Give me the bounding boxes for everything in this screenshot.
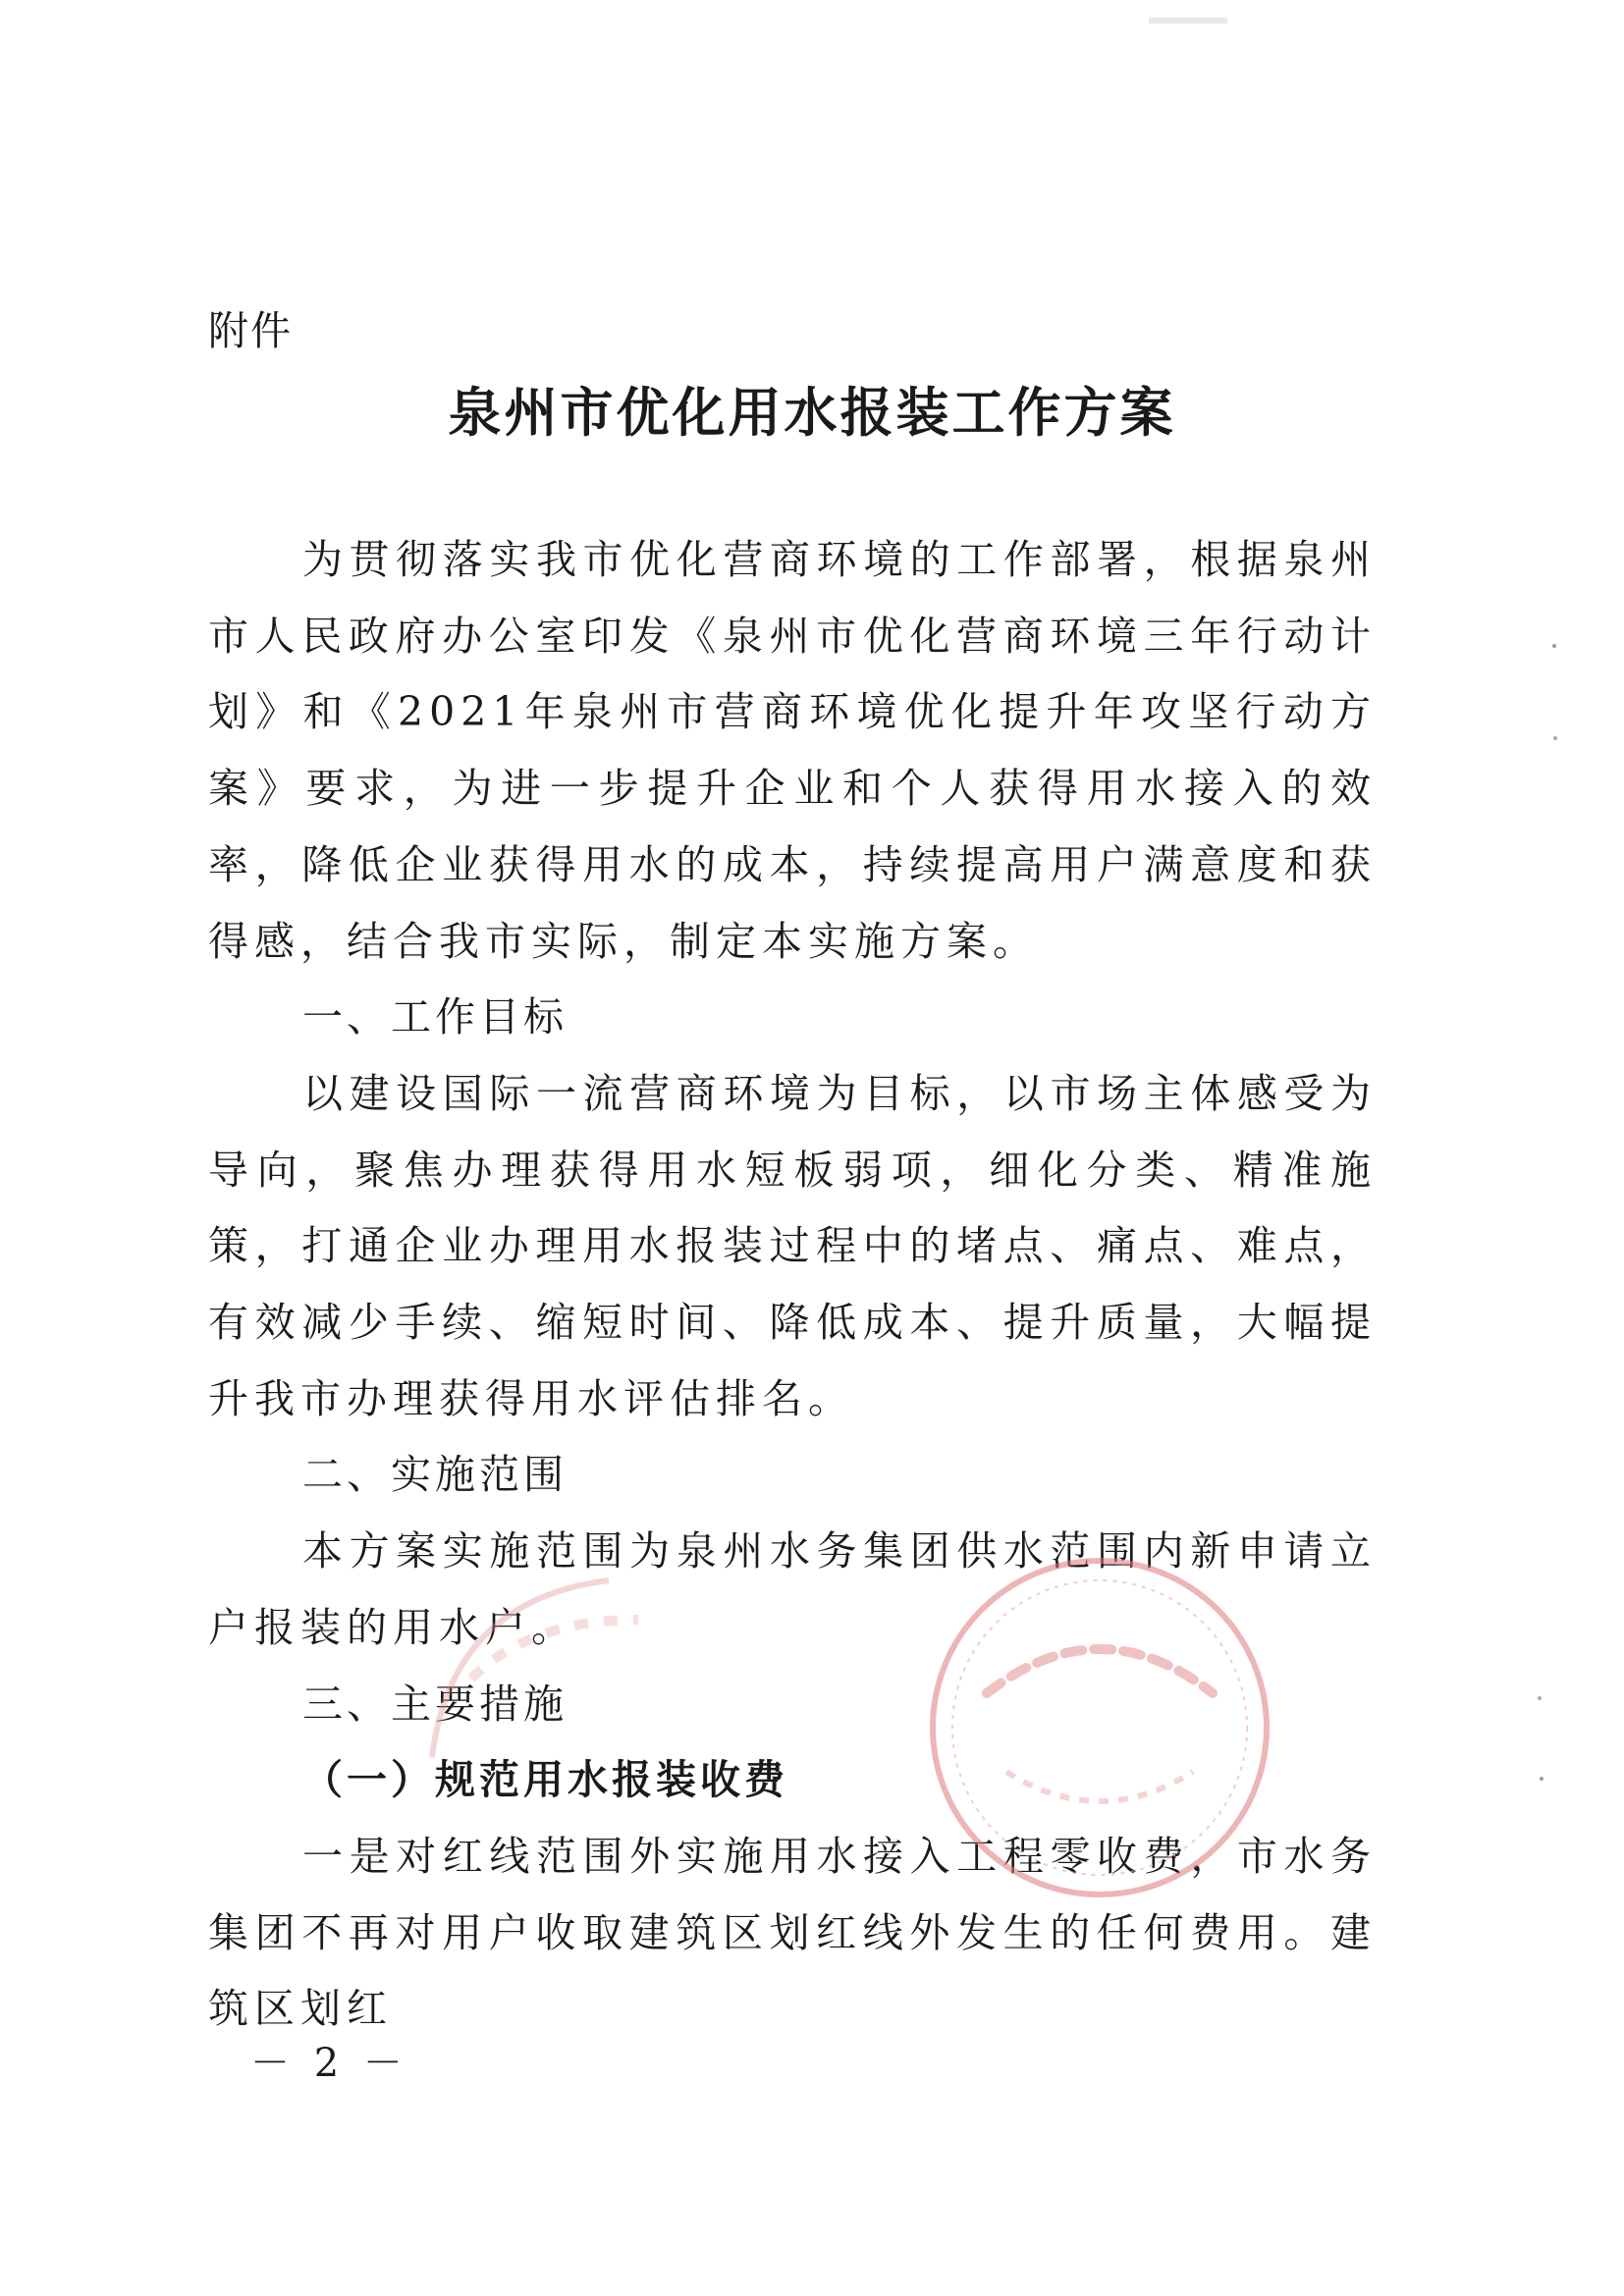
document-body (208, 522, 1377, 2048)
subheading-fee-standardization: （一）规范用水报装收费 (302, 1756, 788, 1804)
scope-paragraph: 本方案实施范围为泉州水务集团供水范围内新申请立户报装的用水户。 (208, 1527, 1377, 1651)
page-number: － 2 － (250, 2041, 408, 2086)
heading-work-goals: 一、工作目标 (302, 993, 568, 1041)
heading-scope: 二、实施范围 (302, 1451, 568, 1499)
goals-paragraph: 以建设国际一流营商环境为目标，以市场主体感受为导向，聚焦办理获得用水短板弱项，细化分类、精准施策，打通企业办理用水报装过程中的堵点、痛点、难点，有效减少手续、缩短时间、降低成本、提升质量，大幅提升我市办理获得用水评估排名。 (208, 1069, 1377, 1422)
heading-main-measures: 三、主要措施 (302, 1680, 568, 1728)
document-title: 泉州市优化用水报装工作方案 (448, 381, 1176, 444)
fee-paragraph: 一是对红线范围外实施用水接入工程零收费，市水务集团不再对用户收取建筑区划红线外发生的任何费用。建筑区划红 (208, 1832, 1377, 2033)
intro-paragraph: 为贯彻落实我市优化营商环境的工作部署，根据泉州市人民政府办公室印发《泉州市优化营商环境三年行动计划》和《2021年泉州市营商环境优化提升年攻坚行动方案》要求，为进一步提升企业和个人获得用水接入的效率，降低企业获得用水的成本，持续提高用户满意度和获得感，结合我市实际，制定本实施方案。 (208, 536, 1377, 965)
attachment-label: 附件 (208, 307, 293, 354)
